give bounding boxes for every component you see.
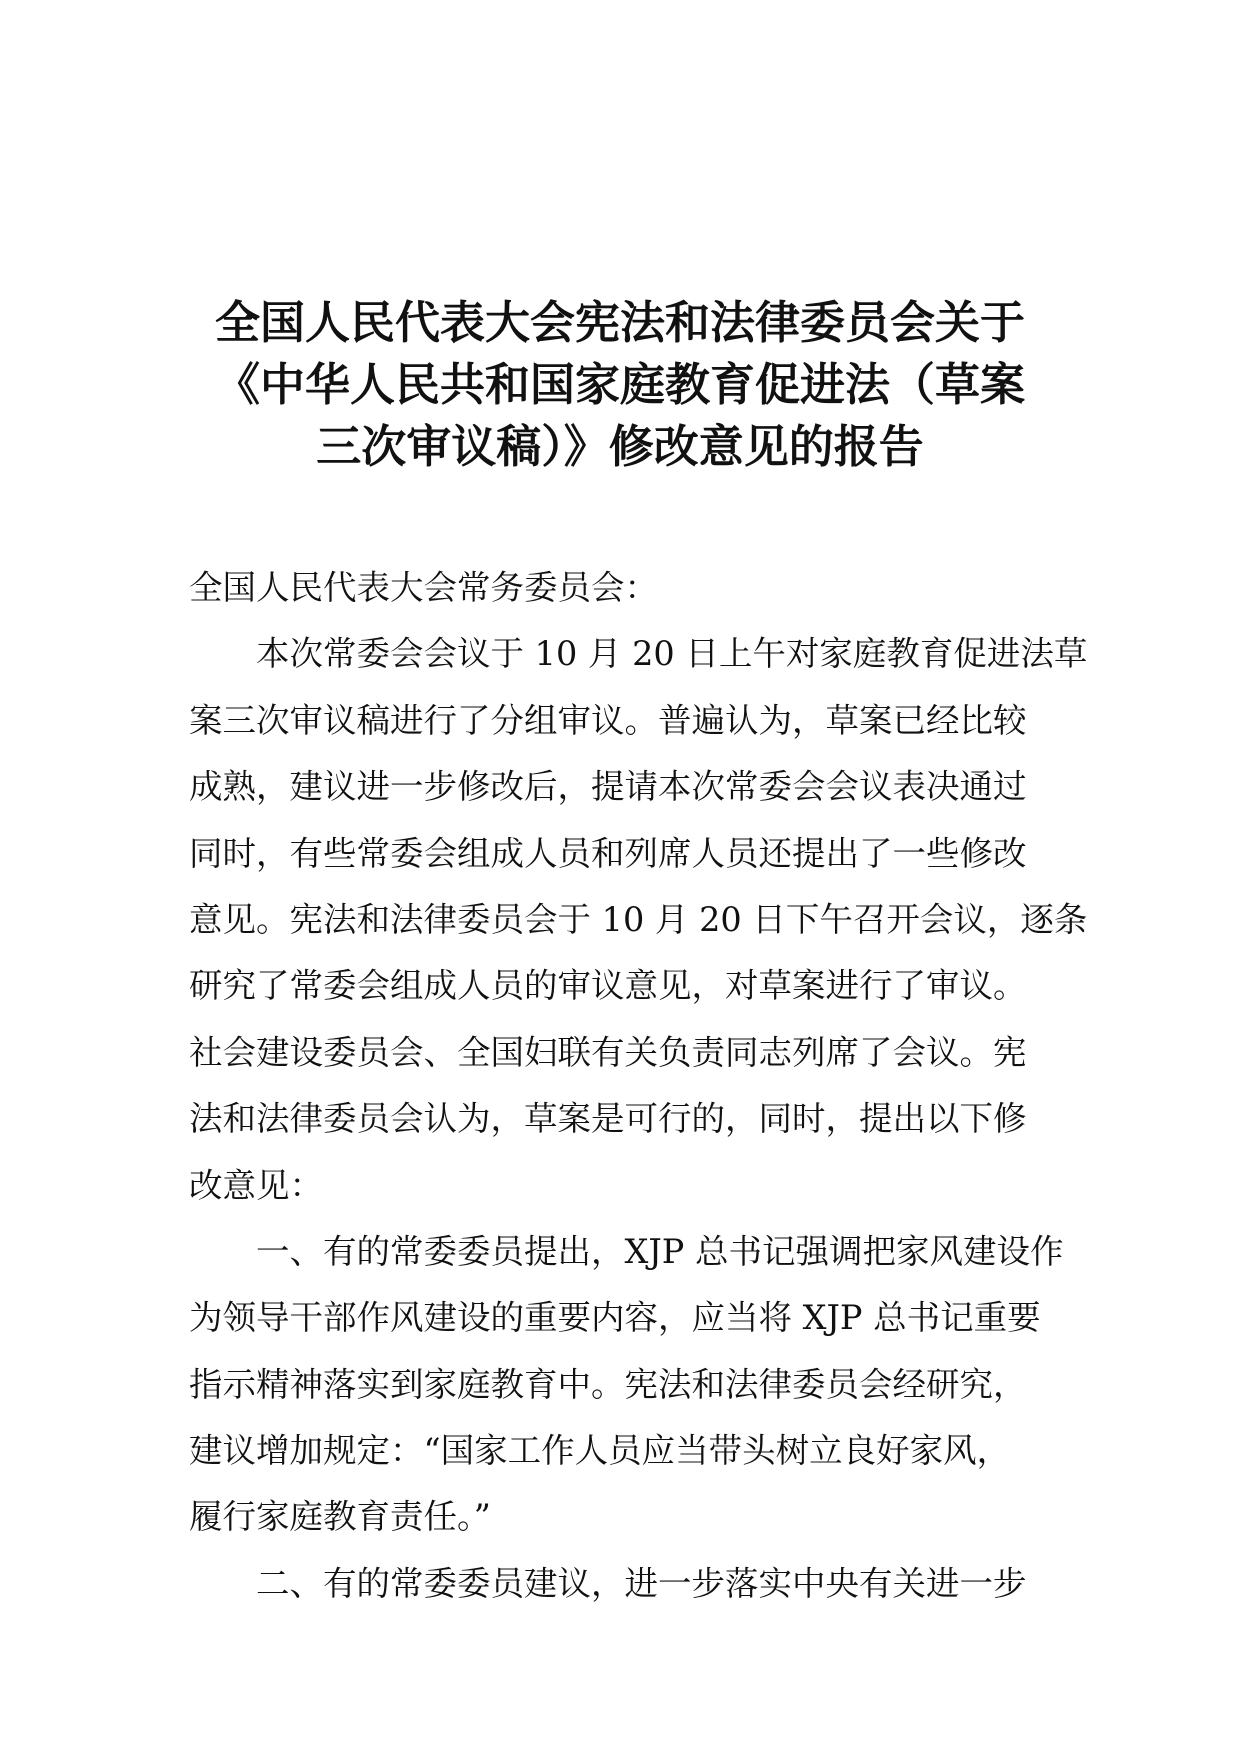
paragraph-line: 社会建设委员会、全国妇联有关负责同志列席了会议。宪 <box>189 1032 1027 1072</box>
title-line: 三次审议稿）》修改意见的报告 <box>316 420 924 473</box>
paragraph-line: 成熟，建议进一步修改后，提请本次常委会会议表决通过 <box>189 767 1027 807</box>
paragraph-line: 一、有的常委委员提出，XJP 总书记强调把家风建设作 <box>256 1231 1064 1271</box>
paragraph-line: 本次常委会会议于 10 月 20 日上午对家庭教育促进法草 <box>256 634 1088 674</box>
paragraph-line: 指示精神落实到家庭教育中。宪法和法律委员会经研究， <box>189 1364 1027 1404</box>
paragraph-line: 法和法律委员会认为，草案是可行的，同时，提出以下修 <box>189 1099 1027 1139</box>
paragraph-line: 改意见： <box>189 1165 323 1205</box>
paragraph-line: 建议增加规定：“国家工作人员应当带头树立良好家风， <box>189 1431 1011 1471</box>
paragraph-line: 履行家庭教育责任。” <box>189 1497 491 1537</box>
document-body <box>189 555 1088 1617</box>
paragraph-line: 二、有的常委委员建议，进一步落实中央有关进一步 <box>256 1563 1027 1603</box>
paragraph-line: 研究了常委会组成人员的审议意见，对草案进行了审议。 <box>189 966 1027 1006</box>
salutation: 全国人民代表大会常务委员会： <box>189 568 658 607</box>
title-line: 全国人民代表大会宪法和法律委员会关于 <box>214 296 1025 349</box>
document-title <box>180 292 1060 478</box>
paragraph-line: 意见。宪法和法律委员会于 10 月 20 日下午召开会议，逐条 <box>189 899 1088 939</box>
paragraph-line: 案三次审议稿进行了分组审议。普遍认为，草案已经比较 <box>189 700 1027 740</box>
paragraph-line: 为领导干部作风建设的重要内容，应当将 XJP 总书记重要 <box>189 1298 1041 1338</box>
paragraph-line: 同时，有些常委会组成人员和列席人员还提出了一些修改 <box>189 833 1027 873</box>
paragraph-2 <box>189 1219 1064 1551</box>
paragraph-1 <box>189 621 1088 1219</box>
title-line: 《中华人民共和国家庭教育促进法（草案 <box>214 358 1025 411</box>
paragraph-3 <box>189 1551 1059 1617</box>
